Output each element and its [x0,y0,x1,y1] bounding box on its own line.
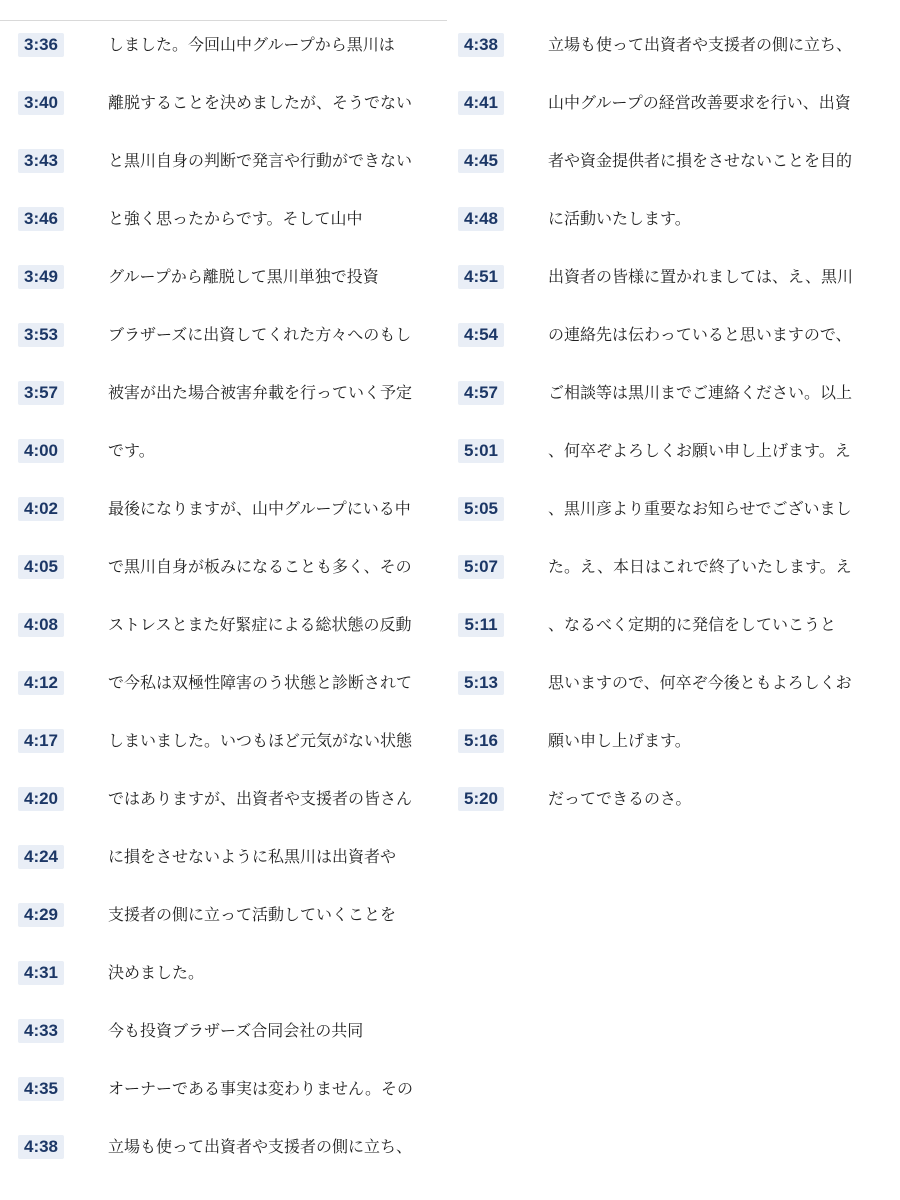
transcript-text: 最後になりますが、山中グループにいる中 [108,499,411,518]
transcript-row[interactable] [18,314,458,372]
transcript-text: 被害が出た場合被害弁載を行っていく予定 [108,383,413,402]
transcript-text: 、何卒ぞよろしくお願い申し上げます。え [548,441,851,460]
timestamp-link[interactable]: 5:13 [458,671,504,695]
transcript-text: グループから離脱して黒川単独で投資 [108,267,379,286]
transcript-text: と強く思ったからです。そして山中 [108,209,363,228]
transcript-text: しました。今回山中グループから黒川は [108,35,395,54]
transcript-row[interactable] [18,778,458,836]
transcript-text: に活動いたします。 [548,209,691,228]
transcript-text: に損をさせないように私黒川は出資者や [108,847,397,866]
timestamp-link[interactable]: 3:40 [18,91,64,115]
transcript-row[interactable] [18,24,458,82]
transcript-text: と黒川自身の判断で発言や行動ができない [108,151,413,170]
transcript-row[interactable] [18,836,458,894]
transcript-row[interactable] [18,430,458,488]
transcript-text: だってできるのさ。 [548,789,692,808]
transcript-row[interactable] [458,488,898,546]
transcript-row[interactable] [18,1126,458,1184]
timestamp-link[interactable]: 4:33 [18,1019,64,1043]
transcript-row[interactable] [458,430,898,488]
transcript-text: 、黒川彦より重要なお知らせでございまし [548,499,852,518]
transcript-row[interactable] [18,662,458,720]
timestamp-link[interactable]: 3:49 [18,265,64,289]
transcript-text: 今も投資ブラザーズ合同会社の共同 [108,1021,364,1040]
timestamp-link[interactable]: 4:29 [18,903,64,927]
transcript-row[interactable] [18,1010,458,1068]
transcript-row[interactable] [458,778,898,836]
transcript-row[interactable] [458,198,898,256]
transcript-text: の連絡先は伝わっていると思いますので、 [548,325,852,344]
transcript-row[interactable] [458,720,898,778]
timestamp-link[interactable]: 4:12 [18,671,64,695]
timestamp-link[interactable]: 3:36 [18,33,64,57]
transcript-row[interactable] [18,372,458,430]
transcript-row[interactable] [18,488,458,546]
transcript-text: 、なるべく定期的に発信をしていこうと [548,615,837,634]
transcript-row[interactable] [458,546,898,604]
transcript-row[interactable] [18,82,458,140]
transcript-text: オーナーである事実は変わりません。その [108,1079,413,1098]
timestamp-link[interactable]: 3:53 [18,323,64,347]
timestamp-link[interactable]: 4:54 [458,323,504,347]
timestamp-link[interactable]: 4:51 [458,265,504,289]
transcript-text: しまいました。いつもほど元気がない状態 [108,731,413,750]
transcript-text: ストレスとまた好緊症による総状態の反動 [108,615,412,634]
transcript-text: で今私は双極性障害のう状態と診断されて [108,673,413,692]
timestamp-link[interactable]: 4:38 [458,33,504,57]
timestamp-link[interactable]: 3:57 [18,381,64,405]
transcript-row[interactable] [18,198,458,256]
timestamp-link[interactable]: 4:57 [458,381,504,405]
timestamp-link[interactable]: 5:20 [458,787,504,811]
timestamp-link[interactable]: 4:41 [458,91,504,115]
transcript-row[interactable] [18,546,458,604]
transcript-text: 願い申し上げます。 [548,731,691,750]
transcript-row[interactable] [458,314,898,372]
transcript-row[interactable] [18,894,458,952]
timestamp-link[interactable]: 5:01 [458,439,504,463]
transcript-text: 決めました。 [108,963,205,982]
transcript-row[interactable] [18,1068,458,1126]
transcript-column-left [18,24,458,1184]
transcript-row[interactable] [458,256,898,314]
transcript-row[interactable] [458,82,898,140]
transcript-row[interactable] [458,24,898,82]
timestamp-link[interactable]: 4:08 [18,613,64,637]
timestamp-link[interactable]: 4:05 [18,555,64,579]
timestamp-link[interactable]: 4:20 [18,787,64,811]
timestamp-link[interactable]: 4:24 [18,845,64,869]
timestamp-link[interactable]: 4:02 [18,497,64,521]
transcript-row[interactable] [18,720,458,778]
transcript-text: 離脱することを決めましたが、そうでない [108,93,413,112]
transcript-column-right [458,24,898,836]
timestamp-link[interactable]: 5:05 [458,497,504,521]
timestamp-link[interactable]: 5:07 [458,555,504,579]
timestamp-link[interactable]: 5:11 [458,613,504,637]
transcript-text: 山中グループの経営改善要求を行い、出資 [548,93,851,112]
timestamp-link[interactable]: 4:17 [18,729,64,753]
timestamp-link[interactable]: 4:38 [18,1135,64,1159]
transcript-text: ブラザーズに出資してくれた方々へのもし [108,325,412,344]
top-divider [0,20,447,21]
transcript-row[interactable] [458,372,898,430]
transcript-text: で黒川自身が板みになることも多く、その [108,557,412,576]
transcript-row[interactable] [458,140,898,198]
timestamp-link[interactable]: 5:16 [458,729,504,753]
transcript-row[interactable] [18,140,458,198]
transcript-text: た。え、本日はこれで終了いたします。え [548,557,852,576]
timestamp-link[interactable]: 4:45 [458,149,504,173]
timestamp-link[interactable]: 4:48 [458,207,504,231]
transcript-row[interactable] [18,256,458,314]
transcript-row[interactable] [18,604,458,662]
transcript-text: 出資者の皆様に置かれましては、え、黒川 [548,267,853,286]
transcript-row[interactable] [18,952,458,1010]
transcript-text: です。 [108,441,155,460]
timestamp-link[interactable]: 4:31 [18,961,64,985]
transcript-text: ではありますが、出資者や支援者の皆さん [108,789,413,808]
transcript-text: 立場も使って出資者や支援者の側に立ち、 [108,1137,413,1156]
timestamp-link[interactable]: 3:46 [18,207,64,231]
timestamp-link[interactable]: 3:43 [18,149,64,173]
transcript-row[interactable] [458,662,898,720]
transcript-text: 思いますので、何卒ぞ今後ともよろしくお [548,673,852,692]
timestamp-link[interactable]: 4:35 [18,1077,64,1101]
transcript-text: 支援者の側に立って活動していくことを [108,905,397,924]
transcript-text: ご相談等は黒川までご連絡ください。以上 [548,383,853,402]
transcript-text: 立場も使って出資者や支援者の側に立ち、 [548,35,853,54]
transcript-row[interactable] [458,604,898,662]
timestamp-link[interactable]: 4:00 [18,439,64,463]
transcript-text: 者や資金提供者に損をさせないことを目的 [548,151,853,170]
